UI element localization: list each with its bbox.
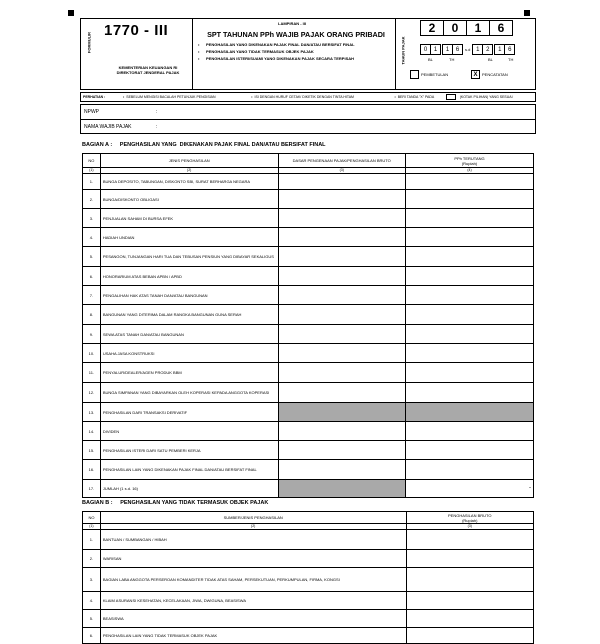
dasar-pengenaan-input [278, 480, 405, 498]
pph-terutang-input[interactable] [405, 228, 533, 247]
perhatian-bullet: • [251, 94, 253, 99]
bagian-b-title: BAGIAN B : PENGHASILAN YANG TIDAK TERMASUK OBJEK PAJAK [82, 500, 269, 506]
row-number: 1. [83, 530, 101, 550]
income-type-label: BUNGA SIMPANAN YANG DIBAYARKAN OLEH KOPERASI KEPADA ANGGOTA KOPERASI [100, 383, 278, 403]
penghasilan-bruto-input[interactable] [406, 550, 534, 568]
income-source-label: BANTUAN / SUMBANGAN / HIBAH [100, 530, 406, 550]
income-type-label: HONORARIUM ATAS BEBAN APBN / APBD [100, 267, 278, 286]
row-number: 14. [83, 422, 101, 441]
identity-divider [80, 119, 536, 120]
income-type-label: PENGHASILAN DARI TRANSAKSI DERIVATIF [100, 403, 278, 422]
income-type-label: SEWA ATAS TANAH DAN/ATAU BANGUNAN [100, 325, 278, 344]
formulir-label: FORMULIR [86, 31, 92, 54]
pph-terutang-input[interactable]: - [405, 480, 533, 498]
pph-terutang-input[interactable] [405, 441, 533, 460]
income-type-label: PENGALIHAN HAK ATAS TANAH DAN/ATAU BANGUNAN [100, 286, 278, 305]
bagian-a-title: BAGIAN A : PENGHASILAN YANG DIKENAKAN PAJAK FINAL DAN/ATAU BERSIFAT FINAL [82, 142, 326, 148]
col-index: (2) [100, 168, 278, 174]
dasar-pengenaan-input [278, 403, 405, 422]
row-number: 6. [83, 628, 101, 644]
period-from-digit[interactable]: 6 [452, 44, 463, 55]
row-number: 6. [83, 267, 101, 286]
income-type-label: DIVIDEN [100, 422, 278, 441]
dasar-pengenaan-input[interactable] [278, 247, 405, 267]
table-row [83, 610, 534, 628]
income-type-label: BUNGA/DISKONTO OBLIGASI [100, 190, 278, 209]
bullet-2: • PENGHASILAN YANG TIDAK TERMASUK OBJEK PAJAK [198, 49, 314, 54]
row-number: 15. [83, 441, 101, 460]
income-source-label: KLAIM ASURANSI KESEHATAN, KECELAKAAN, JIWA, DWIGUNA, BEASISWA [100, 592, 406, 610]
row-number: 8. [83, 305, 101, 325]
table-row [83, 568, 534, 592]
row-number: 9. [83, 325, 101, 344]
income-type-label: PENGHASILAN ISTERI DARI SATU PEMBERI KERJA [100, 441, 278, 460]
income-type-label: PENYALUR/DEALER/AGEN PRODUK BBM [100, 363, 278, 383]
col-sumber-header: SUMBER/JENIS PENGHASILAN [100, 512, 406, 524]
period-to-digit[interactable]: 1 [472, 44, 483, 55]
form-title: SPT TAHUNAN PPh WAJIB PAJAK ORANG PRIBADI [207, 30, 385, 39]
bullet-3: • PENGHASILAN ISTERI/SUAMI YANG DIKENAKAN PAJAK SECARA TERPISAH [198, 56, 355, 61]
pph-terutang-input[interactable] [405, 325, 533, 344]
table-row [83, 174, 534, 190]
col-no-header: NO [83, 154, 101, 168]
row-number: 10. [83, 344, 101, 363]
pencatatan-label: PENCATATAN [482, 72, 508, 77]
table-row [83, 592, 534, 610]
taxpayer-name-colon: : [156, 124, 158, 130]
period-from-digit[interactable]: 1 [442, 44, 453, 55]
year-digit: 1 [466, 20, 490, 36]
col-index: (3) [278, 168, 405, 174]
income-source-label: BAGIAN LABA ANGGOTA PERSEROAN KOMANDITER TIDAK ATAS SAHAM, PERSEKUTUAN, PERKUMPULAN, FIRMA, KONGSI [100, 568, 406, 592]
dasar-pengenaan-input[interactable] [278, 460, 405, 480]
pph-terutang-input [405, 403, 533, 422]
lampiran-label: LAMPIRAN - III [278, 21, 306, 26]
pph-terutang-input[interactable] [405, 422, 533, 441]
penghasilan-bruto-input[interactable] [406, 592, 534, 610]
row-number: 7. [83, 286, 101, 305]
row-number: 2. [83, 550, 101, 568]
bagian-a-table [82, 153, 534, 498]
perhatian-item-3: BERI TANDA "X" PADA [397, 94, 435, 99]
pph-terutang-input[interactable] [405, 190, 533, 209]
table-row [83, 305, 534, 325]
pph-terutang-input[interactable] [405, 286, 533, 305]
pencatatan-checkbox[interactable]: X [471, 70, 480, 79]
row-number: 5. [83, 247, 101, 267]
bullet-1: • PENGHASILAN YANG DIKENAKAN PAJAK FINAL DAN/ATAU BERSIFAT FINAL [198, 42, 355, 47]
income-type-label: BANGUNAN YANG DITERIMA DALAM RANGKA BANGUNAN GUNA SERAH [100, 305, 278, 325]
row-number: 4. [83, 592, 101, 610]
row-number: 12. [83, 383, 101, 403]
taxpayer-name-input[interactable] [162, 122, 532, 132]
npwp-input[interactable] [162, 107, 532, 117]
perhatian-label: PERHATIAN : [83, 94, 106, 99]
npwp-colon: : [156, 109, 158, 115]
form-number: 1770 - III [104, 22, 169, 39]
income-source-label: PENGHASILAN LAIN YANG TIDAK TERMASUK OBJEK PAJAK [100, 628, 406, 644]
row-number: 16. [83, 460, 101, 480]
table-row [83, 325, 534, 344]
table-row [83, 403, 534, 422]
col-index: (3) [406, 524, 534, 530]
row-number: 13. [83, 403, 101, 422]
col-index: (4) [405, 168, 533, 174]
col-no-header: NO [83, 512, 101, 524]
status-options [410, 70, 508, 79]
col-jenis-header: JENIS PENGHASILAN [100, 154, 278, 168]
dasar-pengenaan-input[interactable] [278, 344, 405, 363]
col-index: (1) [83, 168, 101, 174]
perhatian-content [83, 94, 513, 100]
header-divider-2 [395, 18, 396, 90]
income-source-label: BEASISWA [100, 610, 406, 628]
row-number: 1. [83, 174, 101, 190]
table-row [83, 383, 534, 403]
col-bruto-header: PENGHASILAN BRUTO (Rupiah) [406, 512, 534, 524]
perhatian-item-4: (KOTAK PILIHAN) YANG SESUAI [459, 94, 513, 99]
period-th-label-2: TH [508, 57, 514, 62]
header-divider-1 [192, 18, 193, 90]
income-source-label: WARISAN [100, 550, 406, 568]
income-type-label: JUMLAH (1 s.d. 16) [100, 480, 278, 498]
year-digit: 6 [489, 20, 513, 36]
pph-terutang-input[interactable] [405, 247, 533, 267]
tax-period [420, 44, 515, 55]
table-row [83, 344, 534, 363]
table-row [83, 247, 534, 267]
dasar-pengenaan-input[interactable] [278, 441, 405, 460]
dasar-pengenaan-input[interactable] [278, 363, 405, 383]
row-number: 17. [83, 480, 101, 498]
pph-terutang-input[interactable] [405, 460, 533, 480]
dasar-pengenaan-input[interactable] [278, 190, 405, 209]
income-type-label: PENJUALAN SAHAM DI BURSA EFEK [100, 209, 278, 228]
income-type-label: BUNGA DEPOSITO, TABUNGAN, DISKONTO SBI, SURAT BERHARGA NEGARA [100, 174, 278, 190]
dasar-pengenaan-input[interactable] [278, 383, 405, 403]
sample-checkbox [446, 94, 456, 100]
period-from-digit[interactable]: 0 [420, 44, 431, 55]
period-separator: s.d [465, 47, 471, 52]
header-bullets [198, 42, 388, 61]
perhatian-bullet: • [394, 94, 396, 99]
dasar-pengenaan-input[interactable] [278, 422, 405, 441]
penghasilan-bruto-input[interactable] [406, 530, 534, 550]
dasar-pengenaan-input[interactable] [278, 286, 405, 305]
table-row [83, 363, 534, 383]
period-bl-label-2: BL [488, 57, 493, 62]
dasar-pengenaan-input[interactable] [278, 305, 405, 325]
bagian-b-header-row [83, 512, 534, 524]
bagian-b-body [83, 530, 534, 644]
period-bl-label: BL [428, 57, 433, 62]
pph-terutang-input[interactable] [405, 209, 533, 228]
year-digit: 0 [443, 20, 467, 36]
table-row [83, 209, 534, 228]
bagian-a-body [83, 174, 534, 498]
col-index: (2) [100, 524, 406, 530]
table-row [83, 550, 534, 568]
pembetulan-checkbox[interactable] [410, 70, 419, 79]
row-number: 5. [83, 610, 101, 628]
row-number: 3. [83, 568, 101, 592]
table-row [83, 228, 534, 247]
income-type-label: HADIAH UNDIAN [100, 228, 278, 247]
penghasilan-bruto-input[interactable] [406, 610, 534, 628]
table-row [83, 530, 534, 550]
bagian-b-table [82, 511, 534, 644]
perhatian-item-1: SEBELUM MENGISI BACALAH PETUNJUK PENGISIAN [126, 94, 216, 99]
registration-mark-top-right [524, 10, 530, 16]
pph-terutang-input[interactable] [405, 344, 533, 363]
pph-terutang-input[interactable] [405, 383, 533, 403]
pembetulan-label: PEMBETULAN [421, 72, 449, 77]
income-type-label: USAHA JASA KONSTRUKSI [100, 344, 278, 363]
perhatian-bullet: • [123, 94, 125, 99]
pph-terutang-input[interactable] [405, 305, 533, 325]
tax-year-boxes [420, 20, 513, 36]
table-row [83, 422, 534, 441]
dasar-pengenaan-input[interactable] [278, 228, 405, 247]
period-to-digit[interactable]: 1 [494, 44, 505, 55]
row-number: 3. [83, 209, 101, 228]
tahun-pajak-label-wrap: TAHUN PAJAK [400, 36, 406, 65]
table-row [83, 441, 534, 460]
dasar-pengenaan-input[interactable] [278, 174, 405, 190]
period-to-digit[interactable]: 6 [504, 44, 515, 55]
perhatian-item-2: ISI DENGAN HURUF CETAK/ DIKETIK DENGAN TINTA HITAM [254, 94, 354, 99]
bagian-a-header-row [83, 154, 534, 168]
pph-terutang-input[interactable] [405, 174, 533, 190]
ministry-label: KEMENTERIAN KEUANGAN RI DIREKTORAT JENDERAL PAJAK [116, 65, 180, 75]
table-row [83, 480, 534, 498]
col-index: (1) [83, 524, 101, 530]
pph-terutang-input[interactable] [405, 267, 533, 286]
npwp-label: NPWP [84, 109, 99, 115]
income-type-label: PESANGON, TUNJANGAN HARI TUA DAN TEBUSAN PENSIUN YANG DIBAYAR SEKALIGUS [100, 247, 278, 267]
dasar-pengenaan-input[interactable] [278, 267, 405, 286]
row-number: 2. [83, 190, 101, 209]
row-number: 11. [83, 363, 101, 383]
col-pph-header: PPh TERUTANG (Rupiah) [405, 154, 533, 168]
income-type-label: PENGHASILAN LAIN YANG DIKENAKAN PAJAK FINAL DAN/ATAU BERSIFAT FINAL [100, 460, 278, 480]
row-number: 4. [83, 228, 101, 247]
penghasilan-bruto-input[interactable] [406, 568, 534, 592]
table-row [83, 286, 534, 305]
dasar-pengenaan-input[interactable] [278, 209, 405, 228]
period-to-digit[interactable]: 2 [482, 44, 493, 55]
dasar-pengenaan-input[interactable] [278, 325, 405, 344]
pph-terutang-input[interactable] [405, 363, 533, 383]
table-row [83, 190, 534, 209]
registration-mark-top-left [68, 10, 74, 16]
taxpayer-name-label: NAMA WAJIB PAJAK [84, 124, 132, 130]
table-row [83, 460, 534, 480]
col-dasar-header: DASAR PENGENAAN PAJAK/PENGHASILAN BRUTO [278, 154, 405, 168]
period-from-digit[interactable]: 1 [430, 44, 441, 55]
period-th-label: TH [449, 57, 455, 62]
table-row [83, 267, 534, 286]
year-digit: 2 [420, 20, 444, 36]
